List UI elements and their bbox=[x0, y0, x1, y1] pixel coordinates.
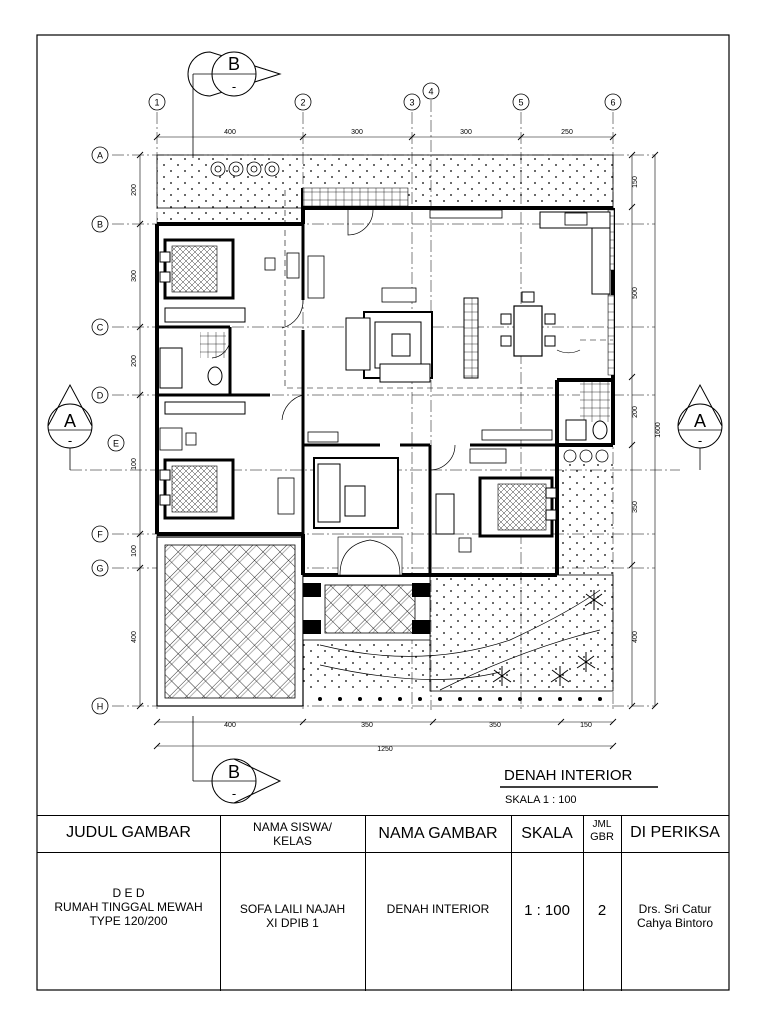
dim-left-2: 300 bbox=[131, 270, 138, 282]
grid-label-e: E bbox=[112, 438, 120, 449]
grid-label-3: 3 bbox=[409, 97, 415, 108]
bathtub bbox=[160, 348, 182, 388]
header-jml-gbr bbox=[583, 819, 621, 844]
grid-label-c: C bbox=[96, 322, 104, 333]
coffee-table-top bbox=[382, 288, 416, 302]
grid-bubble-letter-labels bbox=[96, 151, 119, 712]
family-cabinet bbox=[308, 432, 338, 442]
grid-label-a: A bbox=[96, 150, 104, 161]
value-skala: 1 : 100 bbox=[524, 902, 570, 919]
back-garden bbox=[430, 575, 613, 691]
value-jml: 2 bbox=[597, 902, 607, 919]
dim-top-4: 250 bbox=[561, 129, 573, 136]
section-marker-a-left bbox=[48, 385, 92, 470]
dim-left-3: 200 bbox=[131, 355, 138, 367]
dim-right-2: 500 bbox=[632, 287, 639, 299]
section-b-top-letter: B bbox=[227, 54, 241, 74]
grid-label-4: 4 bbox=[428, 86, 434, 97]
value-pemeriksa-line1: Drs. Sri Catur bbox=[638, 902, 712, 916]
window-top bbox=[430, 210, 502, 218]
dim-top-3: 300 bbox=[460, 129, 472, 136]
dim-top-2: 300 bbox=[351, 129, 363, 136]
dim-left-5: 100 bbox=[131, 545, 138, 557]
chair-1 bbox=[265, 258, 275, 270]
value-judul-line3: TYPE 120/200 bbox=[89, 914, 168, 928]
desk-1 bbox=[287, 253, 299, 278]
bed-2 bbox=[160, 460, 233, 518]
master-cabinet-top bbox=[470, 449, 506, 463]
dim-left-4: 100 bbox=[131, 458, 138, 470]
header-di-periksa: DI PERIKSA bbox=[630, 824, 720, 841]
dim-bottom-total: 1250 bbox=[377, 746, 393, 753]
dim-bottom-3: 350 bbox=[489, 722, 501, 729]
grid-label-6: 6 bbox=[610, 97, 616, 108]
grid-bubbles-letters bbox=[92, 147, 124, 714]
value-nama-gambar: DENAH INTERIOR bbox=[386, 902, 490, 916]
grid-label-h: H bbox=[96, 701, 104, 712]
toilet-2 bbox=[593, 421, 607, 439]
value-judul-line1: D E D bbox=[112, 886, 145, 900]
value-siswa-line1: SOFA LAILI NAJAH bbox=[239, 902, 346, 916]
doorway-arch bbox=[338, 537, 402, 575]
grid-label-d: D bbox=[96, 390, 104, 401]
dim-left-6: 400 bbox=[131, 631, 138, 643]
master-chair bbox=[459, 538, 471, 552]
header-skala: SKALA bbox=[521, 825, 573, 842]
section-marker-b-top bbox=[188, 52, 280, 158]
master-window bbox=[482, 430, 552, 440]
section-a-right-dash: - bbox=[697, 433, 703, 448]
wash-basin bbox=[566, 420, 586, 440]
master-desk bbox=[436, 494, 454, 534]
planters bbox=[564, 450, 608, 462]
value-pemeriksa-line2: Cahya Bintoro bbox=[636, 916, 714, 930]
value-siswa-line2: XI DPIB 1 bbox=[266, 916, 319, 930]
room-divider bbox=[464, 298, 478, 378]
dim-right-1: 150 bbox=[632, 176, 639, 188]
header-judul-gambar: JUDUL GAMBAR bbox=[66, 824, 191, 841]
chair-2 bbox=[186, 433, 196, 445]
desk-2 bbox=[160, 428, 182, 450]
section-a-left-letter: A bbox=[63, 411, 77, 431]
title-block bbox=[37, 815, 729, 991]
header-nama-gambar: NAMA GAMBAR bbox=[378, 825, 498, 842]
dim-bottom-2: 350 bbox=[361, 722, 373, 729]
dim-right-4: 350 bbox=[632, 501, 639, 513]
section-b-top-dash: - bbox=[231, 79, 237, 94]
stove bbox=[565, 213, 587, 225]
cabinet-2 bbox=[278, 478, 294, 514]
service-tiles bbox=[580, 382, 610, 422]
toilet bbox=[208, 367, 222, 385]
wardrobe-2 bbox=[165, 402, 245, 414]
kitchen-counter-side bbox=[592, 228, 610, 294]
grid-label-2: 2 bbox=[300, 97, 306, 108]
value-judul-line2: RUMAH TINGGAL MEWAH bbox=[54, 900, 203, 914]
grid-label-f: F bbox=[97, 529, 103, 540]
garden-top-left bbox=[157, 208, 303, 224]
header-jml: JML bbox=[592, 819, 612, 830]
wardrobe-1 bbox=[165, 308, 245, 322]
dim-right-total: 1600 bbox=[655, 422, 662, 438]
section-b-bottom-letter: B bbox=[227, 762, 241, 782]
porch-paving bbox=[325, 585, 415, 633]
section-a-left-dash: - bbox=[67, 433, 73, 448]
living-sofa-set bbox=[346, 312, 432, 382]
dining-set bbox=[501, 292, 555, 356]
value-pemeriksa bbox=[621, 902, 729, 930]
header-nama-siswa-line1: NAMA SISWA/ bbox=[253, 820, 332, 834]
master-bed bbox=[480, 478, 556, 536]
header-nama-siswa-line2: KELAS bbox=[273, 834, 312, 848]
dim-right-3: 200 bbox=[632, 406, 639, 418]
value-siswa bbox=[220, 902, 365, 930]
stepping-dots bbox=[318, 697, 602, 701]
section-marker-b-bottom bbox=[193, 716, 280, 803]
dim-right-5: 400 bbox=[632, 631, 639, 643]
section-a-right-letter: A bbox=[693, 411, 707, 431]
bed-1 bbox=[160, 240, 233, 298]
dim-left-1: 200 bbox=[131, 184, 138, 196]
dim-bottom-4: 150 bbox=[580, 722, 592, 729]
grid-label-1: 1 bbox=[154, 97, 160, 108]
drawing-title: DENAH INTERIOR bbox=[504, 767, 633, 784]
section-marker-a-right bbox=[678, 385, 722, 470]
header-gbr: GBR bbox=[590, 831, 614, 843]
title-block-row-divider bbox=[37, 852, 729, 853]
header-nama-siswa bbox=[220, 820, 365, 848]
grid-label-g: G bbox=[96, 563, 104, 574]
dim-bottom-1: 400 bbox=[224, 722, 236, 729]
value-judul bbox=[37, 886, 220, 928]
grid-label-5: 5 bbox=[518, 97, 524, 108]
section-b-bottom-dash: - bbox=[231, 786, 237, 801]
family-sofa bbox=[314, 458, 398, 528]
drawing-scale: SKALA 1 : 100 bbox=[505, 794, 577, 806]
side-garden bbox=[562, 462, 613, 575]
tv-cabinet bbox=[308, 256, 324, 298]
grid-label-b: B bbox=[96, 219, 104, 230]
dim-top-1: 400 bbox=[224, 129, 236, 136]
carport-paving bbox=[165, 545, 295, 698]
